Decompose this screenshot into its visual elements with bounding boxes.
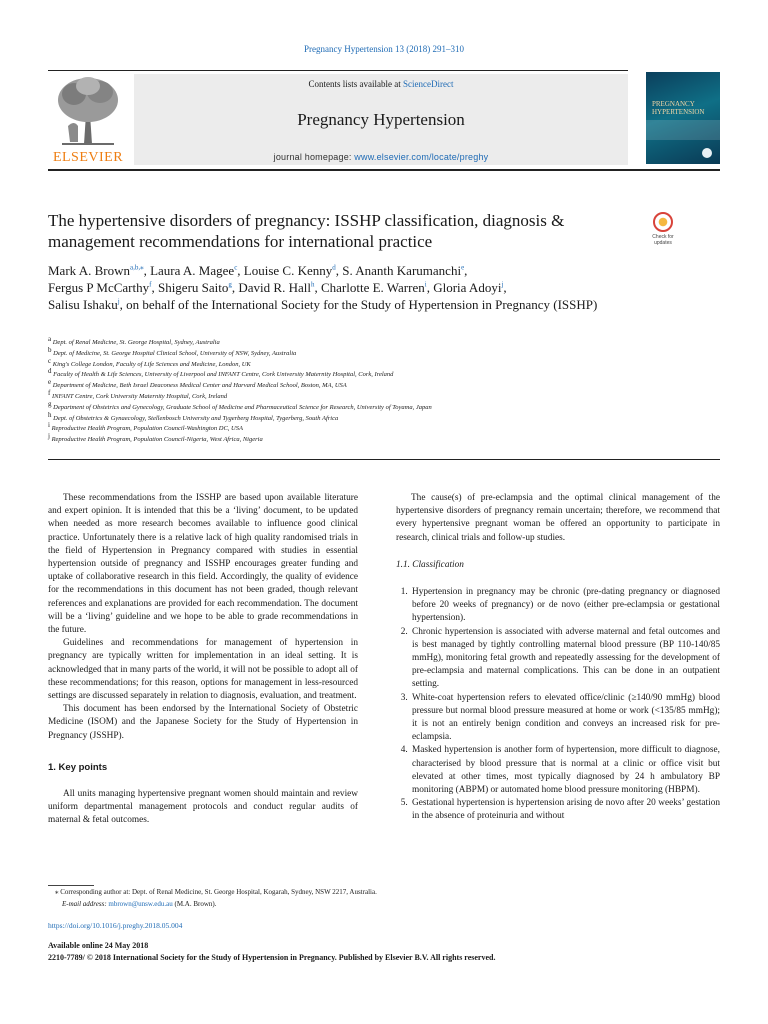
- author-affiliation-marker[interactable]: f: [149, 280, 152, 289]
- email-label: E-mail address:: [62, 900, 109, 908]
- cover-logo-icon: [702, 148, 712, 158]
- author-separator: ,: [464, 263, 468, 278]
- author-separator: ,: [151, 280, 158, 295]
- author-affiliation-marker[interactable]: j: [501, 280, 504, 289]
- article-title: The hypertensive disorders of pregnancy: ISSHP classification, diagnosis & management recommendations for international practice: [48, 211, 565, 251]
- author-affiliation-marker[interactable]: g: [228, 280, 232, 289]
- author-separator: ,: [503, 280, 507, 295]
- list-item: 3. White-coat hypertension refers to elevated office/clinic (≥140/90 mmHg) blood pressure but normal blood pressure measured at home or work (<135/85 mmHg); it is not an entirely benign condition and conveys an increased risk for pre-eclampsia.: [410, 692, 720, 745]
- author-separator: , on behalf of the International Society for the Study of Hypertension in Pregnancy (ISSHP): [119, 297, 598, 312]
- affiliation-key: e: [48, 378, 52, 387]
- email-suffix: (M.A. Brown).: [172, 900, 217, 908]
- author-name[interactable]: S. Ananth Karumanchi: [342, 263, 462, 278]
- affiliation-item: [48, 367, 728, 381]
- list-item: 4. Masked hypertension is another form of hypertension, more difficult to diagnose, characterised by blood pressure that is normal at a clinic or office visit but elevated at other times, most typically diagnosed by 24 h ambulatory BP monitoring (ABPM) or automated home blood pressure monitoring (HBPM).: [410, 744, 720, 797]
- affiliation-key: c: [48, 356, 52, 365]
- affiliation-text: Reproductive Health Program, Population Council-Washington DC, USA: [51, 425, 243, 433]
- affiliation-text: Department of Medicine, Beth Israel Deaconess Medical Center and Harvard Medical School, Boston, MA, USA: [52, 382, 347, 390]
- sciencedirect-link[interactable]: ScienceDirect: [403, 79, 454, 89]
- author-name[interactable]: Mark A. Brown: [48, 263, 130, 278]
- affiliation-key: h: [48, 410, 52, 419]
- doi-link[interactable]: https://doi.org/10.1016/j.preghy.2018.05.004: [48, 921, 183, 930]
- journal-title: Pregnancy Hypertension: [297, 110, 465, 129]
- cover-band: [646, 120, 720, 140]
- author-separator: ,: [426, 280, 434, 295]
- affiliation-item: [48, 432, 728, 446]
- affiliation-item: [48, 410, 728, 425]
- affiliation-key: f: [48, 388, 51, 397]
- journal-citation[interactable]: Pregnancy Hypertension 13 (2018) 291–310: [304, 44, 464, 54]
- affiliation-key: a: [48, 334, 52, 343]
- affiliation-key: i: [48, 421, 50, 430]
- corresponding-author-note: ⁎ Corresponding author at: Dept. of Renal Medicine, St. George Hospital, Kogarah, Sydney, NSW 2217, Australia.: [55, 888, 377, 896]
- journal-cover-thumbnail[interactable]: [646, 72, 720, 164]
- affiliation-key: j: [48, 432, 50, 441]
- author-separator: ,: [335, 263, 343, 278]
- affiliation-text: Department of Obstetrics and Gynecology, Graduate School of Medicine and Pharmaceutical Science for Research, University of Toyama, Japan: [53, 403, 432, 411]
- affiliation-key: b: [48, 345, 52, 354]
- author-affiliation-marker[interactable]: j: [117, 297, 120, 306]
- author-name[interactable]: David R. Hall: [238, 280, 311, 295]
- list-item: 1. Hypertension in pregnancy may be chronic (pre-dating pregnancy or diagnosed before 20 weeks of pregnancy) or de novo (either pre-eclampsia or gestational hypertension).: [410, 586, 720, 626]
- affiliation-text: INFANT Centre, Cork University Maternity Hospital, Cork, Ireland: [51, 392, 228, 400]
- homepage-line: [134, 152, 628, 162]
- author-separator: ,: [231, 280, 239, 295]
- author-affiliation-marker[interactable]: e: [461, 263, 465, 272]
- author-name[interactable]: Louise C. Kenny: [243, 263, 333, 278]
- key-points-paragraph: All units managing hypertensive pregnant women should maintain and review uniform departmental management protocols and conduct regular audits of maternal & fetal outcomes.: [48, 789, 358, 826]
- footnote-rule: [48, 885, 94, 886]
- author-affiliation-marker[interactable]: c: [234, 263, 238, 272]
- journal-header-box: [134, 74, 628, 165]
- intro-paragraph: These recommendations from the ISSHP are based upon available literature and expert opinion. It is intended that this be a ‘living’ document, to be updated when needed as more research becomes available to influence good clinical practice. Unfortunately there is a relative lack of high quality randomised trials in the field of Hypertension in Pregnancy compared with studies in essential hypertension outside of pregnancy and ISSHP encourages greater funding and uptake of collaborative research in this field. Accordingly, the quality of evidence for the recommendations in this document has not been graded, though relevant references and explanations are provided for each recommendation. The document will be a ‘living’ guideline and we hope to be able to grade recommendations in the future.: [48, 493, 358, 636]
- section-heading-key-points: 1. Key points: [48, 761, 108, 773]
- check-updates-icon: [653, 212, 673, 232]
- intro-paragraph: Guidelines and recommendations for management of hypertension in pregnancy are typically written for implementation in an ideal setting. It is acknowledged that in many parts of the world, it will not be possible to adopt all of these recommendations; for this reason, options for management in less-resourced settings are discussed separately in relation to diagnosis, evaluation, and treatment.: [48, 638, 358, 702]
- elsevier-logo: [48, 74, 128, 166]
- affiliation-item: [48, 378, 728, 392]
- affiliation-item: [48, 399, 728, 414]
- affiliation-item: [48, 345, 728, 360]
- affiliation-text: King's College London, Faculty of Life Sciences and Medicine, London, UK: [52, 360, 251, 368]
- right-column: [396, 492, 720, 824]
- research-paragraph: The cause(s) of pre-eclampsia and the optimal clinical management of the hypertensive disorders of pregnancy remain uncertain; therefore, we recommend that every hypertensive pregnant woman be offered an opportunity to participate in research, clinical trials and follow-up studies.: [396, 493, 720, 543]
- affiliation-text: Dept. of Obstetrics & Gynaecology, Stellenbosch University and Tygerberg Hospital, Tygerberg, South Africa: [53, 414, 339, 422]
- left-column: [48, 492, 358, 828]
- homepage-prefix: journal homepage:: [273, 152, 355, 162]
- list-item: 2. Chronic hypertension is associated with adverse maternal and fetal outcomes and is best managed by tightly controlling maternal blood pressure (BP 110-140/85 mmHg), monitoring fetal growth and repeatedly assessing for the development of pre-eclampsia and maternal complications. This can be done in an outpatient setting.: [410, 626, 720, 692]
- classification-list: [396, 586, 720, 824]
- contents-line: [134, 79, 628, 89]
- available-online-date: Available online 24 May 2018: [48, 941, 149, 950]
- email-link[interactable]: mbrown@unsw.edu.au: [108, 900, 173, 908]
- author-name[interactable]: Salisu Ishaku: [48, 297, 118, 312]
- author-list: [48, 262, 648, 313]
- affiliation-text: Reproductive Health Program, Population Council-Nigeria, West Africa, Nigeria: [51, 436, 263, 444]
- affiliation-text: Dept. of Renal Medicine, St. George Hospital, Sydney, Australia: [52, 339, 220, 346]
- subsection-heading-classification: 1.1. Classification: [396, 559, 464, 570]
- cover-title: PREGNANCY HYPERTENSION: [652, 100, 705, 116]
- affiliation-item: [48, 388, 728, 403]
- contents-prefix: Contents lists available at: [308, 79, 403, 89]
- homepage-link[interactable]: www.elsevier.com/locate/preghy: [354, 152, 489, 162]
- front-matter-divider: [48, 459, 720, 460]
- affiliation-item: [48, 421, 728, 435]
- affiliation-key: g: [48, 399, 52, 408]
- author-affiliation-marker[interactable]: i: [424, 280, 427, 289]
- header-divider: [48, 169, 720, 171]
- author-affiliation-marker[interactable]: h: [310, 280, 315, 289]
- copyright-line: 2210-7789/ © 2018 International Society for the Study of Hypertension in Pregnancy. Published by Elsevier B.V. All rights reserved.: [48, 953, 496, 962]
- top-rule: [48, 70, 628, 71]
- elsevier-wordmark: ELSEVIER: [52, 150, 124, 165]
- check-updates-label: Check for updates: [652, 234, 674, 246]
- affiliation-key: d: [48, 367, 52, 376]
- author-name[interactable]: Fergus P McCarthy: [48, 280, 150, 295]
- affiliation-list: [48, 334, 728, 446]
- author-separator: ,: [314, 280, 321, 295]
- list-item: 5. Gestational hypertension is hypertension arising de novo after 20 weeks’ gestation in the absence of proteinuria and without: [410, 797, 720, 823]
- author-name[interactable]: Gloria Adoyi: [433, 280, 502, 295]
- affiliation-item: [48, 356, 728, 371]
- affiliation-item: [48, 334, 728, 349]
- affiliation-text: Dept. of Medicine, St. George Hospital Clinical School, University of NSW, Sydney, Australia: [53, 349, 297, 357]
- email-note: [62, 900, 216, 908]
- affiliation-text: Faculty of Health & Life Sciences, University of Liverpool and INFANT Centre, Cork University Maternity Hospital, Cork, Ireland: [53, 371, 394, 379]
- intro-paragraph: This document has been endorsed by the International Society of Obstetric Medicine (ISOM) and the Japanese Society for the Study of Hypertension in Pregnancy (JSSHP).: [48, 704, 358, 741]
- author-separator: ,: [143, 263, 151, 278]
- author-separator: ,: [237, 263, 244, 278]
- check-for-updates-badge[interactable]: [644, 212, 682, 252]
- author-affiliation-marker[interactable]: d: [332, 263, 336, 272]
- author-name[interactable]: Shigeru Saito: [157, 280, 229, 295]
- author-name[interactable]: Charlotte E. Warren: [320, 280, 425, 295]
- author-name[interactable]: Laura A. Magee: [150, 263, 235, 278]
- author-affiliation-marker[interactable]: a,b,⁎: [129, 263, 144, 272]
- tree-icon: [48, 74, 128, 148]
